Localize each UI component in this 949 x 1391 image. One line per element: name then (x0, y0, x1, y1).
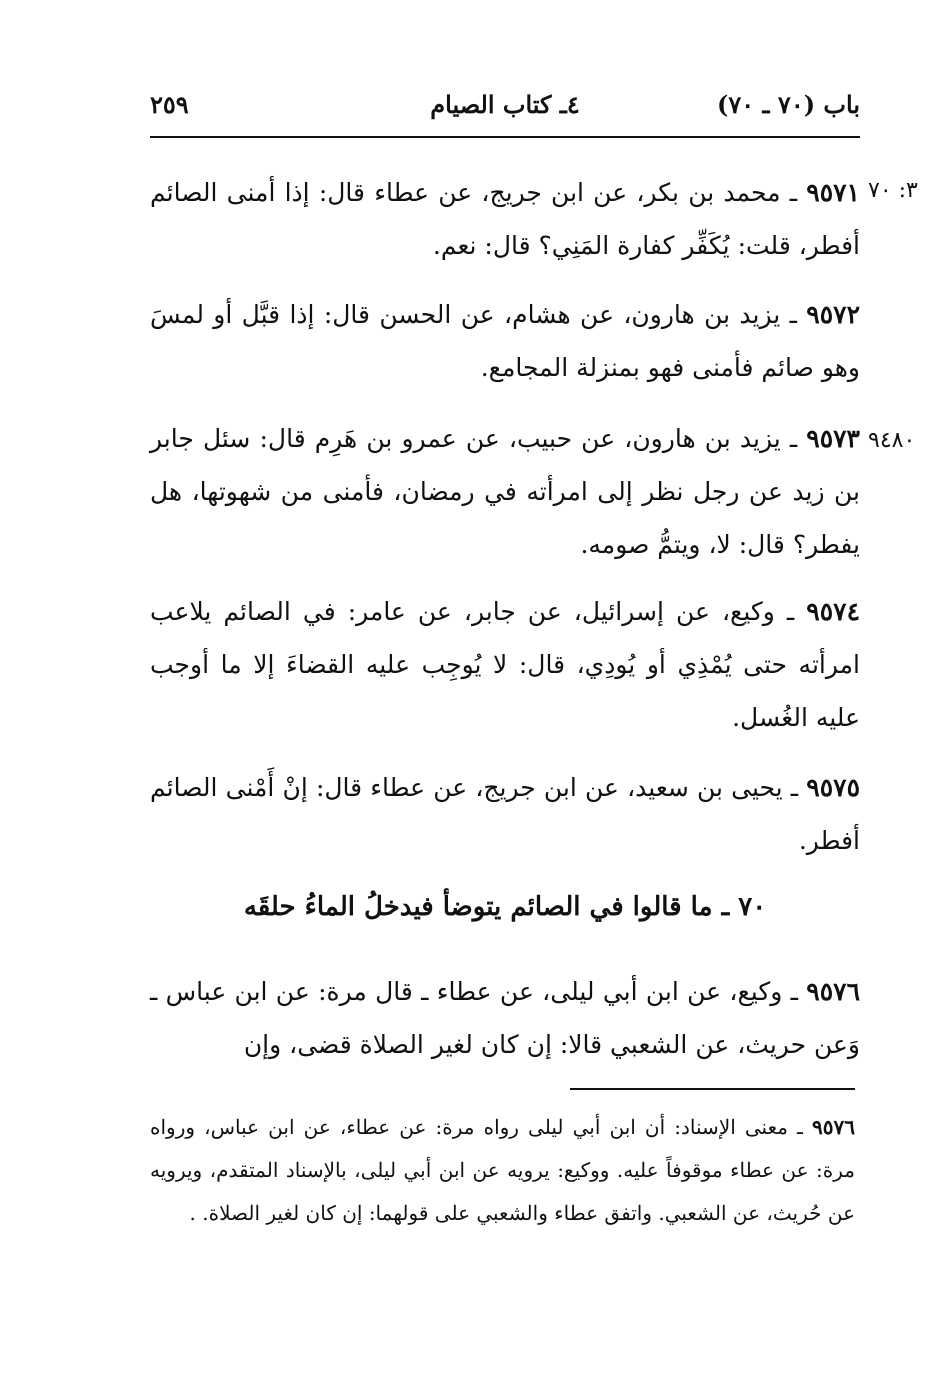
hadith-paragraph (150, 288, 860, 394)
header-divider (150, 136, 860, 138)
chapter-heading: ٧٠ ـ ما قالوا في الصائم يتوضأ فيدخلُ الماءُ حلقَه (243, 892, 767, 922)
hadith-text: ـ يزيد بن هارون، عن هشام، عن الحسن قال: إذا قبَّل أو لمسَ وهو صائم فأمنى فهو بمنزلة المجامع. (150, 300, 860, 382)
hadith-paragraph (150, 166, 860, 272)
footnote (150, 1106, 855, 1235)
page-header (150, 86, 860, 126)
margin-note-cross-reference: ٩٤٨٠ (868, 428, 916, 453)
footnote-text: ـ معنى الإسناد: أن ابن أبي ليلى رواه مرة: عن عطاء، عن ابن عباس، ورواه مرة: عن عطاء موقوفاً عليه. ووكيع: يرويه عن ابن أبي ليلى، بالإسناد المتقدم، ويرويه عن حُريث، عن الشعبي. واتفق عطاء والشعبي على قولهما: إن كان لغير الصلاة. . (150, 1115, 855, 1225)
footnote-number: ٩٥٧٦ (812, 1115, 855, 1139)
hadith-number: ٩٥٧١ (806, 178, 860, 207)
hadith-number: ٩٥٧٤ (806, 597, 860, 626)
page-number: ٢٥٩ (150, 90, 189, 119)
chapter-reference: باب (٧٠ ـ ٧٠) (717, 90, 860, 119)
hadith-number: ٩٥٧٥ (806, 773, 860, 802)
hadith-text: ـ وكيع، عن ابن أبي ليلى، عن عطاء ـ قال مرة: عن ابن عباس ـ وَعن حريث، عن الشعبي قالا: إن كان لغير الصلاة قضى، وإن (150, 977, 860, 1059)
hadith-paragraph (150, 412, 860, 571)
footnote-divider (570, 1088, 855, 1090)
margin-note-reference: ٣: ٧٠ (868, 178, 918, 203)
hadith-number: ٩٥٧٣ (806, 424, 860, 453)
hadith-paragraph (150, 965, 860, 1071)
hadith-text: ـ محمد بن بكر، عن ابن جريج، عن عطاء قال: إذا أمنى الصائم أفطر، قلت: يُكَفِّر كفارة المَنِي؟ قال: نعم. (150, 178, 860, 260)
hadith-number: ٩٥٧٢ (806, 300, 860, 329)
hadith-text: ـ يزيد بن هارون، عن حبيب، عن عمرو بن هَرِم قال: سئل جابر بن زيد عن رجل نظر إلى امرأته في رمضان، فأمنى من شهوتها، هل يفطر؟ قال: لا، ويتمُّ صومه. (150, 424, 860, 559)
hadith-text: ـ يحيى بن سعيد، عن ابن جريج، عن عطاء قال: إنْ أَمْنى الصائم أفطر. (150, 773, 860, 855)
hadith-paragraph (150, 585, 860, 744)
book-title: ٤ـ كتاب الصيام (430, 90, 580, 119)
hadith-paragraph (150, 761, 860, 867)
hadith-number: ٩٥٧٦ (806, 977, 861, 1006)
hadith-text: ـ وكيع، عن إسرائيل، عن جابر، عن عامر: في الصائم يلاعب امرأته حتى يُمْذِي أو يُودِي، قال: لا يُوجِب عليه القضاءَ إلا ما أوجب عليه الغُسل. (150, 597, 860, 732)
